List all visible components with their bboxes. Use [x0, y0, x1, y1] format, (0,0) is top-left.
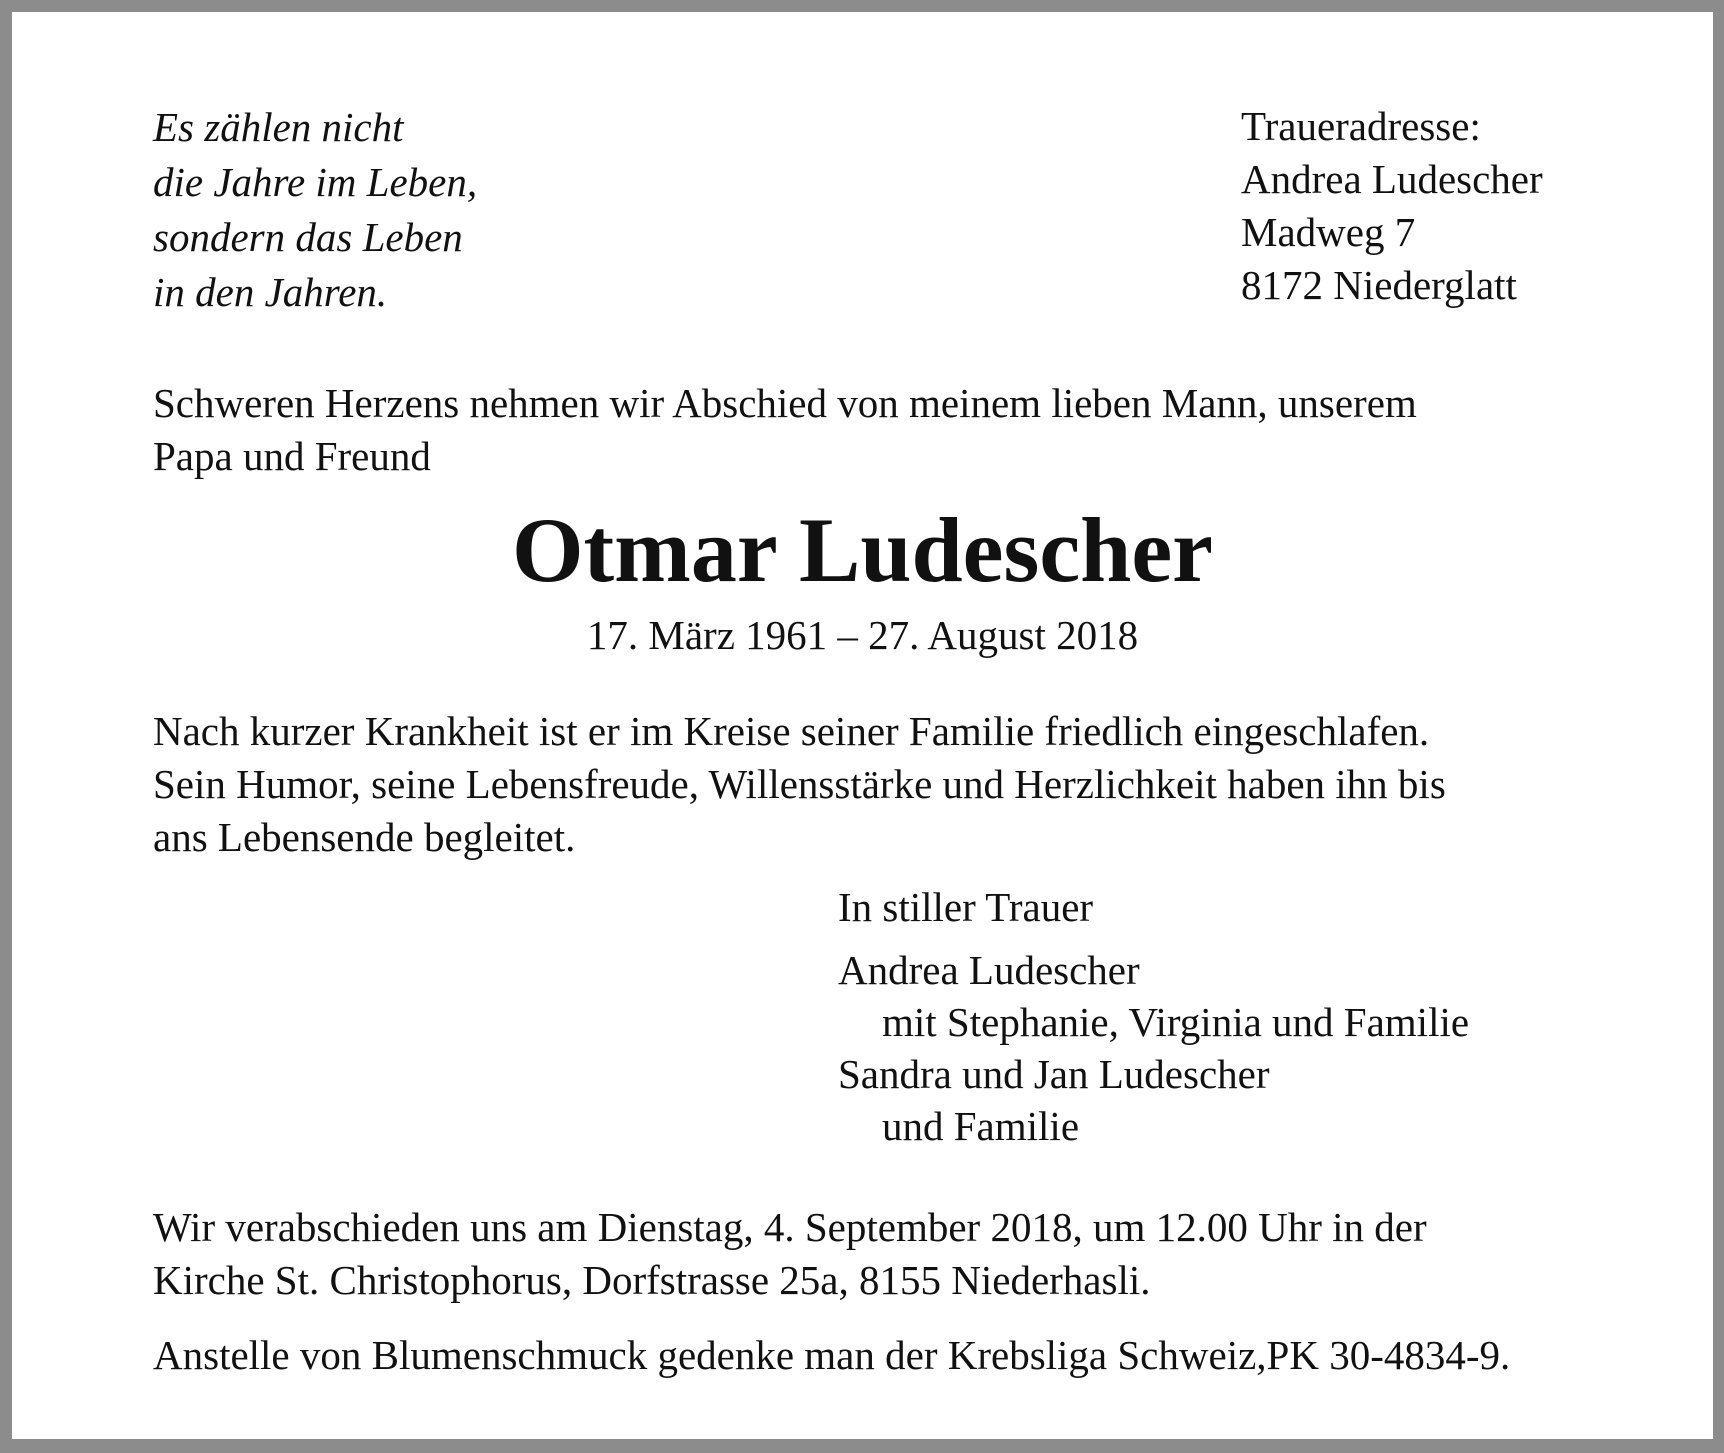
- address-city: 8172 Niederglatt: [1241, 262, 1517, 308]
- address-label: Traueradresse:: [1241, 103, 1481, 149]
- address-name: Andrea Ludescher: [1241, 156, 1543, 202]
- memorial-quote: [153, 100, 477, 320]
- body-line: ans Lebensende begleitet.: [153, 814, 576, 860]
- mourner-line: Sandra und Jan Ludescher: [838, 1051, 1270, 1097]
- mourners-block: [838, 882, 1469, 1152]
- body-line: Sein Humor, seine Lebensfreude, Willensstärke und Herzlichkeit haben ihn bis: [153, 761, 1446, 807]
- body-line: Nach kurzer Krankheit ist er im Kreise seiner Familie friedlich eingeschlafen.: [153, 708, 1430, 754]
- obituary-notice: [12, 12, 1713, 1439]
- life-dates: 17. März 1961 – 27. August 2018: [586, 612, 1139, 658]
- mourner-line: Andrea Ludescher: [838, 947, 1140, 993]
- intro-paragraph: [153, 377, 1417, 483]
- quote-line: die Jahre im Leben,: [153, 159, 478, 205]
- intro-line: Papa und Freund: [153, 433, 431, 479]
- quote-line: in den Jahren.: [153, 269, 388, 315]
- intro-line: Schweren Herzens nehmen wir Abschied von meinem lieben Mann, unserem: [153, 380, 1417, 426]
- farewell-line: Kirche St. Christophorus, Dorfstrasse 25a, 8155 Niederhasli.: [153, 1257, 1151, 1303]
- mourner-line: mit Stephanie, Virginia und Familie: [882, 999, 1470, 1045]
- quote-line: Es zählen nicht: [153, 104, 404, 150]
- deceased-name: Otmar Ludescher: [511, 499, 1213, 601]
- mourners-list: [838, 944, 1469, 1152]
- address-street: Madweg 7: [1241, 209, 1416, 255]
- quote-line: sondern das Leben: [153, 214, 463, 260]
- donation-note: Anstelle von Blumenschmuck gedenke man der Krebsliga Schweiz,PK 30-4834-9.: [153, 1332, 1511, 1378]
- mourner-line: und Familie: [882, 1103, 1080, 1149]
- farewell-line: Wir verabschieden uns am Dienstag, 4. September 2018, um 12.00 Uhr in der: [153, 1204, 1427, 1250]
- body-paragraph: [153, 705, 1446, 864]
- mourning-address: [1241, 100, 1543, 312]
- mourning-heading: In stiller Trauer: [838, 884, 1094, 930]
- farewell-paragraph: [153, 1201, 1427, 1307]
